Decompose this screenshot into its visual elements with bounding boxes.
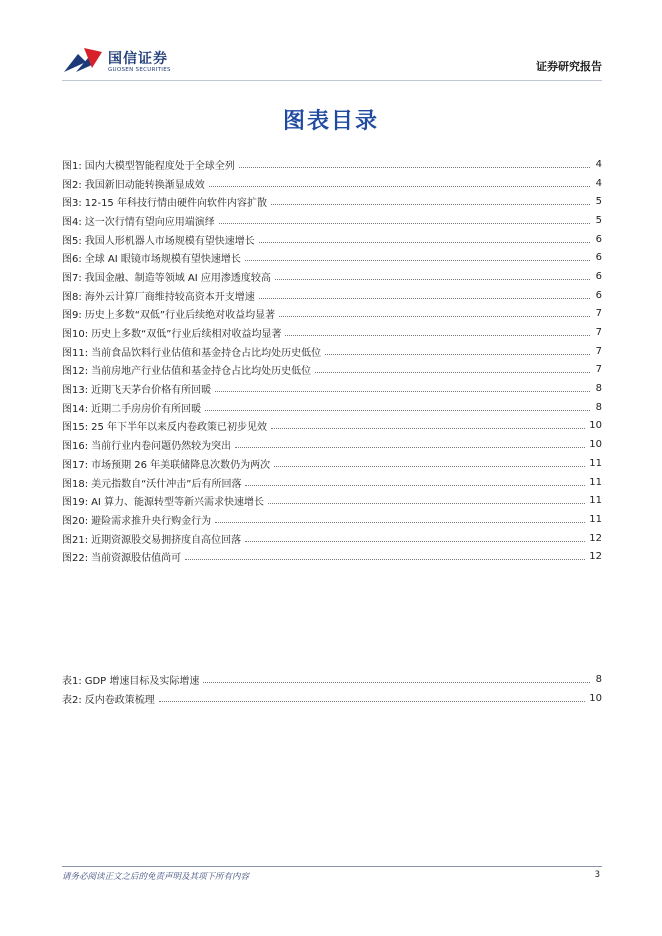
toc-figure-entry-title: 国内大模型智能程度处于全球全列 [84, 160, 235, 172]
toc-figure-entry-title: 近期资源股交易拥挤度自高位回落 [91, 534, 242, 546]
toc-figure-entry-label: 图7: [62, 272, 82, 284]
toc-table-entry-page: 10 [589, 692, 602, 704]
dot-leader [245, 541, 585, 542]
toc-figure-entry[interactable] [62, 267, 602, 286]
toc-figure-entry-page: 8 [595, 383, 602, 395]
toc-figure-entry[interactable] [62, 398, 602, 417]
dot-leader [205, 410, 590, 411]
toc-figure-entry-page: 11 [589, 495, 602, 507]
dot-leader [245, 485, 585, 486]
toc-figure-entry-page: 4 [595, 158, 602, 170]
toc-figure-entry[interactable] [62, 174, 602, 193]
dot-leader [271, 428, 585, 429]
toc-figure-entry-label: 图15: [62, 422, 89, 434]
toc-figure-entry[interactable] [62, 510, 602, 529]
dot-leader [268, 503, 585, 504]
toc-figure-entry-page: 11 [589, 513, 602, 525]
dot-leader [274, 466, 585, 467]
toc-figure-entry[interactable] [62, 379, 602, 398]
toc-figure-entry-title: 我国新旧动能转换渐显成效 [84, 179, 205, 191]
toc-figure-entry-page: 12 [589, 532, 602, 544]
toc-figure-entry-title: 这一次行情有望向应用端演绎 [84, 216, 215, 228]
dot-leader [325, 354, 590, 355]
toc-table-entry-title: 反内卷政策梳理 [84, 694, 155, 706]
dot-leader [235, 447, 585, 448]
toc-figure-entry-title: 当前资源股估值尚可 [91, 553, 182, 565]
dot-leader [203, 682, 590, 683]
toc-figure-entry-title: 市场预期 26 年美联储降息次数仍为两次 [91, 459, 271, 471]
toc-figure-entry-label: 图8: [62, 291, 82, 303]
toc-figure-entry[interactable] [62, 248, 602, 267]
page-title: 图表目录 [282, 109, 379, 134]
toc-figure-entry[interactable] [62, 547, 602, 566]
toc-table-entry-title: GDP 增速目标及实际增速 [84, 675, 200, 687]
toc-figure-entry-title: 我国金融、制造等领域 AI 应用渗透度较高 [84, 272, 271, 284]
figure-list [62, 155, 602, 566]
toc-figure-entry-title: AI 算力、能源转型等新兴需求快速增长 [91, 497, 265, 509]
toc-figure-entry-title: 避险需求推升央行购金行为 [91, 515, 212, 527]
toc-figure-entry-page: 10 [589, 420, 602, 432]
footer-disclaimer: 请务必阅读正文之后的免责声明及其项下所有内容 [62, 872, 250, 882]
guosen-logo-icon [62, 46, 104, 74]
toc-figure-entry[interactable] [62, 361, 602, 380]
header-divider [62, 80, 602, 81]
toc-figure-entry[interactable] [62, 323, 602, 342]
dot-leader [209, 186, 590, 187]
dot-leader [279, 316, 590, 317]
toc-figure-entry-title: 当前行业内卷问题仍然较为突出 [91, 441, 232, 453]
page-header [62, 42, 602, 82]
toc-figure-entry-title: 当前房地产行业估值和基金持仓占比均处历史低位 [91, 366, 312, 378]
toc-figure-entry-page: 7 [595, 308, 602, 320]
toc-figure-entry-label: 图6: [62, 254, 82, 266]
toc-figure-entry-title: 12-15 年科技行情由硬件向软件内容扩散 [84, 198, 267, 210]
dot-leader [185, 559, 585, 560]
dot-leader [215, 391, 590, 392]
toc-figure-entry-title: 海外云计算厂商维持较高资本开支增速 [84, 291, 255, 303]
toc-figure-entry[interactable] [62, 211, 602, 230]
guosen-logo [62, 42, 202, 78]
toc-table-entry-label: 表1: [62, 675, 82, 687]
toc-figure-entry-label: 图20: [62, 515, 89, 527]
toc-figure-entry-title: 历史上多数“双低”行业后续相对收益均显著 [91, 329, 282, 341]
toc-figure-entry-title: 近期飞天茅台价格有所回暖 [91, 385, 212, 397]
dot-leader [259, 298, 590, 299]
toc-figure-entry-label: 图22: [62, 553, 89, 565]
toc-figure-entry-page: 7 [595, 327, 602, 339]
toc-figure-entry-title: 当前食品饮料行业估值和基金持仓占比均处历史低位 [91, 347, 322, 359]
toc-figure-entry-page: 6 [595, 233, 602, 245]
toc-table-entry[interactable] [62, 670, 602, 689]
toc-figure-entry-page: 7 [595, 345, 602, 357]
toc-figure-entry-label: 图4: [62, 216, 82, 228]
toc-figure-entry-page: 6 [595, 289, 602, 301]
toc-figure-entry-page: 4 [595, 177, 602, 189]
dot-leader [315, 372, 590, 373]
logo-text-en: GUOSEN SECURITIES [108, 67, 171, 73]
toc-figure-entry[interactable] [62, 305, 602, 324]
toc-table-entry[interactable] [62, 689, 602, 708]
dot-leader [159, 701, 586, 702]
toc-figure-entry-page: 8 [595, 401, 602, 413]
toc-figure-entry-page: 6 [595, 270, 602, 282]
toc-figure-entry-label: 图11: [62, 347, 89, 359]
toc-table-entry-label: 表2: [62, 694, 82, 706]
toc-figure-entry-label: 图9: [62, 310, 82, 322]
dot-leader [275, 279, 590, 280]
dot-leader [245, 260, 590, 261]
toc-figure-entry-page: 6 [595, 252, 602, 264]
report-type-label: 证券研究报告 [536, 60, 602, 73]
toc-figure-entry-label: 图16: [62, 441, 89, 453]
toc-figure-entry-label: 图14: [62, 403, 89, 415]
toc-figure-entry-page: 11 [589, 457, 602, 469]
footer-divider [62, 866, 602, 867]
toc-figure-entry-title: 全球 AI 眼镜市场规模有望快速增长 [84, 254, 241, 266]
dot-leader [259, 242, 590, 243]
toc-figure-entry-page: 7 [595, 364, 602, 376]
toc-figure-entry[interactable] [62, 491, 602, 510]
toc-figure-entry[interactable] [62, 342, 602, 361]
toc-figure-entry-label: 图3: [62, 198, 82, 210]
logo-text-cn: 国信证券 [108, 51, 168, 67]
toc-figure-entry[interactable] [62, 473, 602, 492]
dot-leader [219, 223, 590, 224]
toc-figure-entry[interactable] [62, 192, 602, 211]
page-number: 3 [594, 870, 600, 880]
toc-figure-entry-page: 10 [589, 439, 602, 451]
toc-figure-entry-label: 图12: [62, 366, 89, 378]
dot-leader [239, 167, 590, 168]
toc-figure-entry-label: 图18: [62, 478, 89, 490]
toc-table-entry-page: 8 [595, 673, 602, 685]
toc-figure-entry-title: 历史上多数“双低”行业后续绝对收益均显著 [84, 310, 276, 322]
toc-figure-entry[interactable] [62, 435, 602, 454]
table-list [62, 670, 602, 707]
toc-figure-entry-label: 图13: [62, 385, 89, 397]
dot-leader [271, 204, 590, 205]
dot-leader [285, 335, 590, 336]
toc-figure-entry-label: 图19: [62, 497, 89, 509]
dot-leader [215, 522, 585, 523]
toc-figure-entry[interactable] [62, 286, 602, 305]
toc-figure-entry[interactable] [62, 454, 602, 473]
toc-figure-entry[interactable] [62, 155, 602, 174]
toc-figure-entry-label: 图1: [62, 160, 82, 172]
toc-figure-entry[interactable] [62, 230, 602, 249]
toc-figure-entry-label: 图5: [62, 235, 82, 247]
toc-figure-entry[interactable] [62, 529, 602, 548]
toc-figure-entry-label: 图2: [62, 179, 82, 191]
toc-figure-entry[interactable] [62, 417, 602, 436]
toc-figure-entry-title: 我国人形机器人市场规模有望快速增长 [84, 235, 255, 247]
toc-figure-entry-title: 近期二手房房价有所回暖 [91, 403, 202, 415]
toc-figure-entry-page: 5 [595, 214, 602, 226]
toc-figure-entry-page: 12 [589, 551, 602, 563]
toc-figure-entry-page: 11 [589, 476, 602, 488]
toc-figure-entry-label: 图10: [62, 329, 89, 341]
toc-figure-entry-title: 25 年下半年以来反内卷政策已初步见效 [91, 422, 267, 434]
toc-figure-entry-page: 5 [595, 196, 602, 208]
toc-figure-entry-label: 图17: [62, 459, 89, 471]
toc-figure-entry-title: 美元指数自“沃什冲击”后有所回落 [91, 478, 242, 490]
toc-figure-entry-label: 图21: [62, 534, 89, 546]
